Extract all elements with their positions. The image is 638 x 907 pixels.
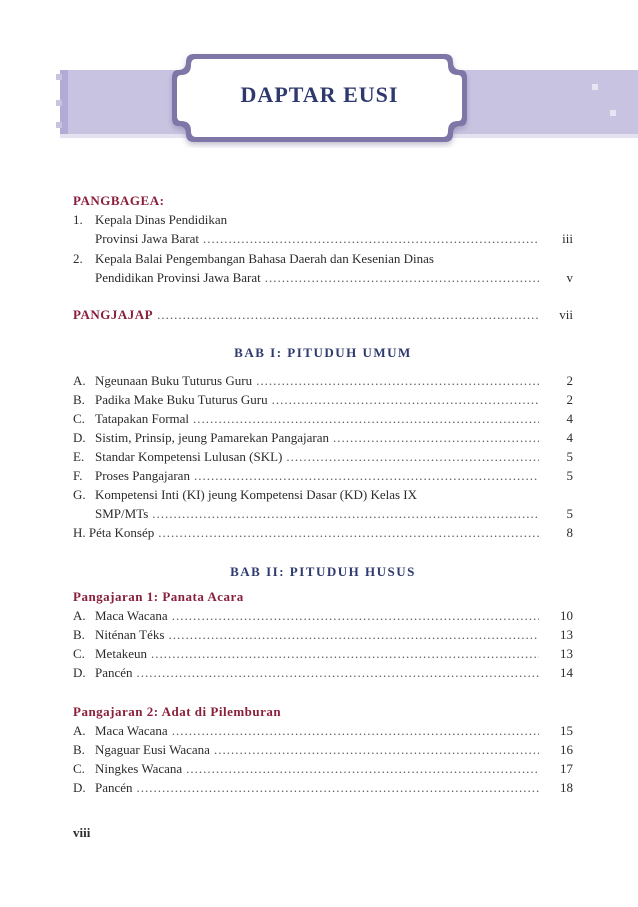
toc-entry xyxy=(73,428,573,448)
entry-number: G. xyxy=(73,487,86,502)
entry-label: Sistim, Prinsip, jeung Pamarekan Pangajaran xyxy=(95,430,329,445)
entry-number: A. xyxy=(73,723,86,738)
leader-dots xyxy=(286,447,539,467)
entry-label: Provinsi Jawa Barat xyxy=(95,231,199,246)
toc-entry xyxy=(73,390,573,410)
pixel-ornament xyxy=(56,74,62,80)
entry-number: A. xyxy=(73,608,86,623)
chapter-heading-bab1: BAB I: PITUDUH UMUM xyxy=(234,345,412,360)
toc-entry xyxy=(73,447,573,467)
entry-page: 10 xyxy=(560,608,573,623)
entry-number: F. xyxy=(73,468,83,483)
toc-entry xyxy=(73,504,573,524)
entry-page: 5 xyxy=(566,449,573,464)
toc-entry xyxy=(73,625,573,645)
entry-page: 4 xyxy=(566,411,573,426)
entry-page: 2 xyxy=(566,373,573,388)
toc-entry xyxy=(73,268,573,288)
entry-page: 4 xyxy=(566,430,573,445)
entry-page: 14 xyxy=(560,665,573,680)
leader-dots xyxy=(193,409,539,429)
entry-label: Ngaguar Eusi Wacana xyxy=(95,742,210,757)
toc-entry xyxy=(73,759,573,779)
pixel-ornament xyxy=(610,110,616,116)
toc-entry-pangjajap xyxy=(73,305,573,325)
entry-label: Kepala Balai Pengembangan Bahasa Daerah dan Kesenian Dinas xyxy=(95,251,434,266)
entry-number: E. xyxy=(73,449,85,464)
entry-label: Ningkes Wacana xyxy=(95,761,183,776)
toc-entry xyxy=(73,210,573,230)
toc-entry xyxy=(73,371,573,391)
pangjajap-label: PANGJAJAP xyxy=(73,307,154,322)
entry-label: Pendidikan Provinsi Jawa Barat xyxy=(95,270,261,285)
toc-entry xyxy=(73,778,573,798)
entry-number: D. xyxy=(73,430,86,445)
leader-dots xyxy=(172,721,539,741)
entry-number: D. xyxy=(73,665,86,680)
leader-dots xyxy=(158,523,539,543)
toc-entry xyxy=(73,485,573,505)
leader-dots xyxy=(137,663,539,683)
pangbagea-heading: PANGBAGEA: xyxy=(73,193,165,208)
leader-dots xyxy=(168,625,539,645)
page-title: DAPTAR EUSI xyxy=(240,82,399,107)
lesson-title: Pangajaran 2: Adat di Pilemburan xyxy=(73,704,282,719)
toc-entry xyxy=(73,523,573,543)
entry-number: C. xyxy=(73,761,85,776)
lesson-heading xyxy=(73,702,573,722)
toc-entry xyxy=(73,606,573,626)
entry-label: Pancén xyxy=(95,665,133,680)
entry-label: Maca Wacana xyxy=(95,723,168,738)
leader-dots xyxy=(151,644,539,664)
entry-page: iii xyxy=(562,231,573,246)
chapter-heading-bab2: BAB II: PITUDUH HUSUS xyxy=(230,564,416,579)
entry-page: 13 xyxy=(560,646,573,661)
leader-dots xyxy=(203,229,539,249)
toc-entry xyxy=(73,721,573,741)
entry-label: Maca Wacana xyxy=(95,608,168,623)
entry-label: Ngeunaan Buku Tuturus Guru xyxy=(95,373,253,388)
pixel-ornament xyxy=(56,100,62,106)
entry-label: Niténan Téks xyxy=(95,627,165,642)
entry-number: C. xyxy=(73,646,85,661)
leader-dots xyxy=(172,606,539,626)
leader-dots xyxy=(194,466,539,486)
entry-label: Standar Kompetensi Lulusan (SKL) xyxy=(95,449,283,464)
entry-label: H. Péta Konsép xyxy=(73,525,155,540)
toc-entry xyxy=(73,644,573,664)
lesson-heading xyxy=(73,587,573,607)
entry-number: 2. xyxy=(73,251,83,266)
leader-dots xyxy=(157,305,539,325)
leader-dots xyxy=(265,268,539,288)
entry-number: B. xyxy=(73,627,85,642)
toc-entry xyxy=(73,740,573,760)
entry-number: 1. xyxy=(73,212,83,227)
entry-label: Padika Make Buku Tuturus Guru xyxy=(95,392,268,407)
entry-number: B. xyxy=(73,392,85,407)
entry-label: Kepala Dinas Pendidikan xyxy=(95,212,228,227)
leader-dots xyxy=(152,504,539,524)
leader-dots xyxy=(333,428,539,448)
entry-number: B. xyxy=(73,742,85,757)
entry-number: C. xyxy=(73,411,85,426)
entry-page: 5 xyxy=(566,468,573,483)
toc-entry xyxy=(73,409,573,429)
leader-dots xyxy=(137,778,539,798)
entry-number: D. xyxy=(73,780,86,795)
entry-label: Kompetensi Inti (KI) jeung Kompetensi Dasar (KD) Kelas IX xyxy=(95,487,418,502)
entry-page: 18 xyxy=(560,780,573,795)
leader-dots xyxy=(214,740,539,760)
toc-entry xyxy=(73,249,573,269)
entry-label: Metakeun xyxy=(95,646,147,661)
toc-entry xyxy=(73,229,573,249)
entry-label: Tatapakan Formal xyxy=(95,411,190,426)
toc-entry xyxy=(73,466,573,486)
entry-page: v xyxy=(566,270,573,285)
entry-page: 16 xyxy=(560,742,573,757)
leader-dots xyxy=(186,759,539,779)
pixel-ornament xyxy=(56,122,62,128)
entry-page: 15 xyxy=(560,723,573,738)
entry-page: vii xyxy=(559,307,573,322)
leader-dots xyxy=(256,371,539,391)
leader-dots xyxy=(272,390,539,410)
entry-label: SMP/MTs xyxy=(95,506,149,521)
toc-entry xyxy=(73,663,573,683)
entry-label: Pancén xyxy=(95,780,133,795)
entry-page: 5 xyxy=(566,506,573,521)
entry-page: 8 xyxy=(566,525,573,540)
lesson-title: Pangajaran 1: Panata Acara xyxy=(73,589,244,604)
entry-number: A. xyxy=(73,373,86,388)
entry-page: 17 xyxy=(560,761,573,776)
section-heading-pangbagea xyxy=(73,191,573,211)
entry-page: 2 xyxy=(566,392,573,407)
entry-page: 13 xyxy=(560,627,573,642)
page-number: viii xyxy=(73,825,91,840)
pixel-ornament xyxy=(592,84,598,90)
entry-label: Proses Pangajaran xyxy=(95,468,190,483)
